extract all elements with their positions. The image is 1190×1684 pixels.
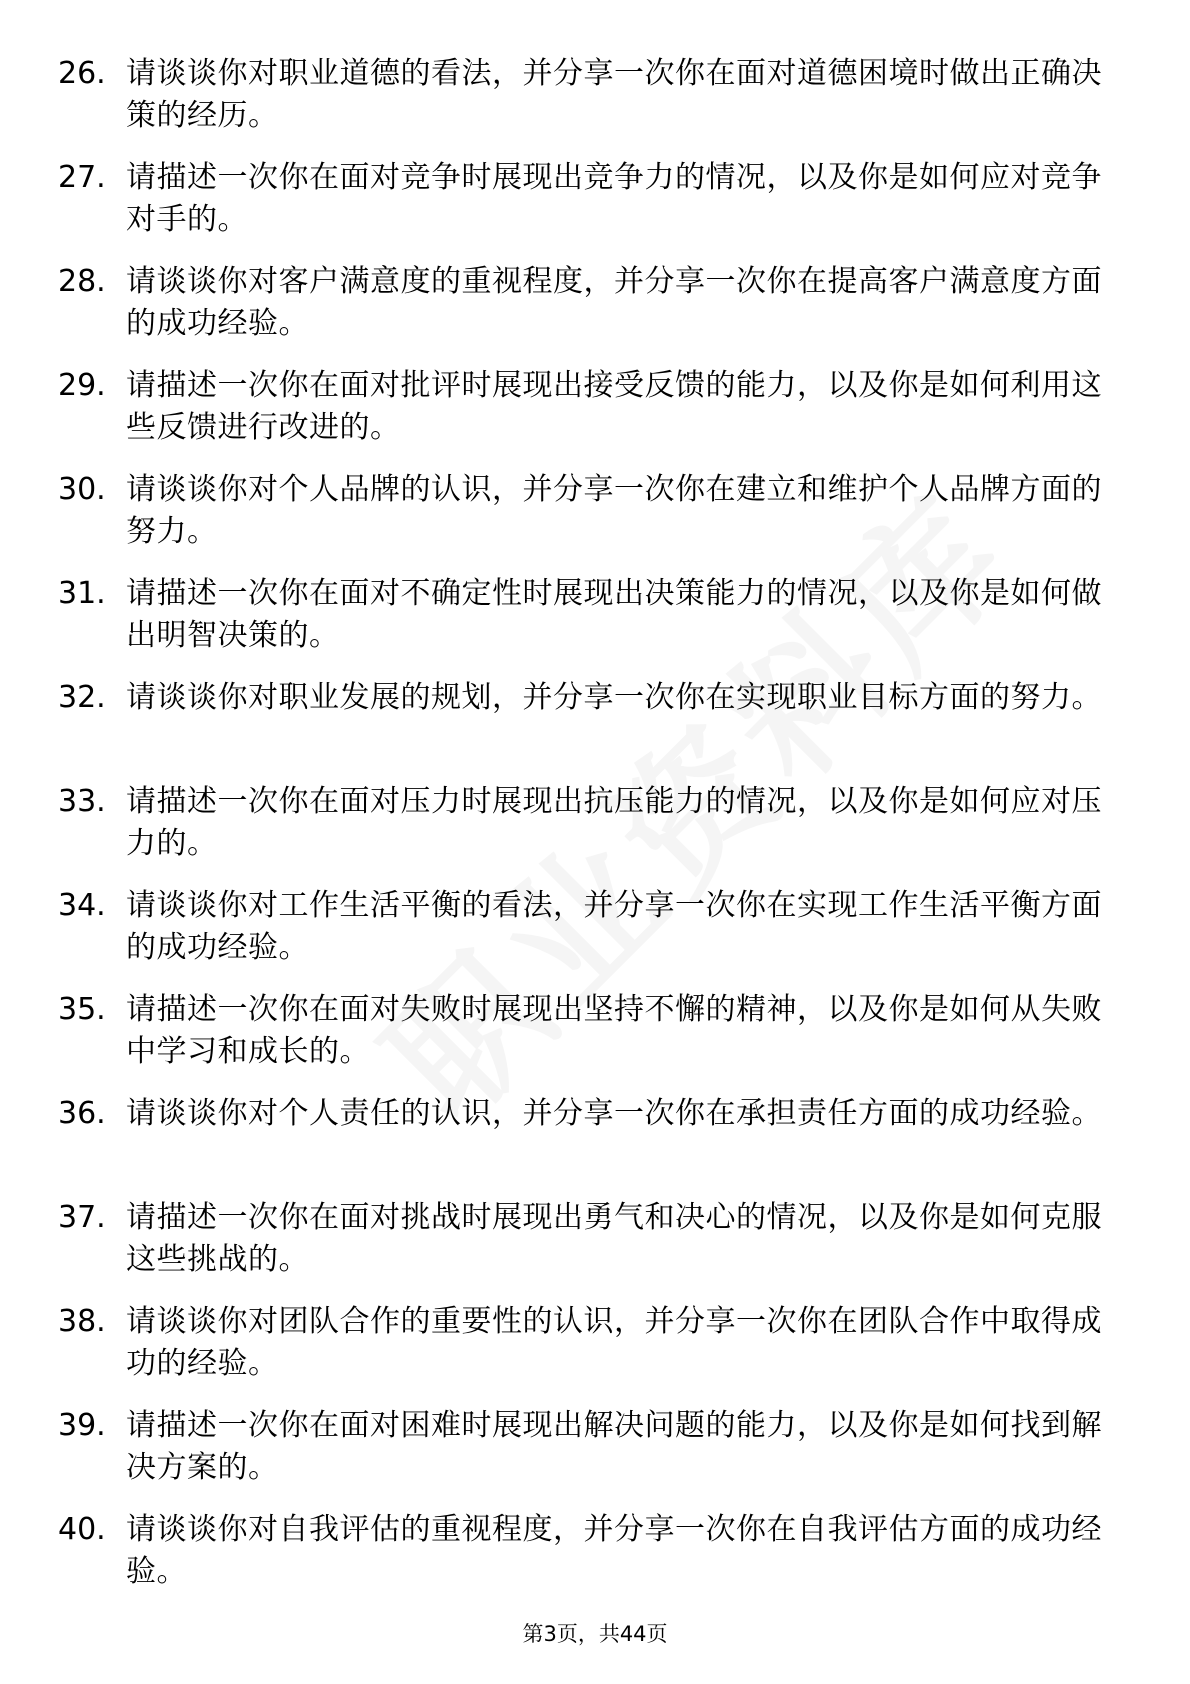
question-item [58,1093,1128,1197]
page-number: 第3页，共44页 [522,1622,668,1646]
question-text: 请描述一次你在面对批评时展现出接受反馈的能力，以及你是如何利用这些反馈进行改进的。 [126,368,1102,445]
question-number: 30. [58,472,106,507]
question-item [58,1509,1128,1613]
question-text: 请描述一次你在面对压力时展现出抗压能力的情况，以及你是如何应对压力的。 [126,784,1102,861]
question-item [58,989,1128,1093]
question-number: 35. [58,992,106,1027]
question-number: 28. [58,264,106,299]
question-item [58,885,1128,989]
question-number: 39. [58,1408,106,1443]
question-item [58,53,1128,157]
question-item [58,157,1128,261]
question-number: 34. [58,888,106,923]
question-number: 26. [58,56,106,91]
question-number: 33. [58,784,106,819]
question-text: 请谈谈你对个人品牌的认识，并分享一次你在建立和维护个人品牌方面的努力。 [126,472,1102,549]
question-number: 32. [58,680,106,715]
question-number: 27. [58,160,106,195]
question-item [58,365,1128,469]
question-number: 40. [58,1512,106,1547]
question-text: 请谈谈你对团队合作的重要性的认识，并分享一次你在团队合作中取得成功的经验。 [126,1304,1102,1381]
question-text: 请描述一次你在面对困难时展现出解决问题的能力，以及你是如何找到解决方案的。 [126,1408,1102,1485]
question-text: 请描述一次你在面对竞争时展现出竞争力的情况，以及你是如何应对竞争对手的。 [126,160,1102,237]
question-text: 请谈谈你对工作生活平衡的看法，并分享一次你在实现工作生活平衡方面的成功经验。 [126,888,1102,965]
question-text: 请谈谈你对自我评估的重视程度，并分享一次你在自我评估方面的成功经验。 [126,1512,1102,1589]
question-item [58,677,1128,781]
question-item [58,1301,1128,1405]
question-text: 请谈谈你对个人责任的认识，并分享一次你在承担责任方面的成功经验。 [126,1096,1102,1131]
question-item [58,469,1128,573]
question-text: 请谈谈你对职业发展的规划，并分享一次你在实现职业目标方面的努力。 [126,680,1102,715]
question-text: 请描述一次你在面对不确定性时展现出决策能力的情况，以及你是如何做出明智决策的。 [126,576,1102,653]
question-item [58,1197,1128,1301]
question-text: 请描述一次你在面对失败时展现出坚持不懈的精神，以及你是如何从失败中学习和成长的。 [126,992,1102,1069]
question-text: 请谈谈你对客户满意度的重视程度，并分享一次你在提高客户满意度方面的成功经验。 [126,264,1102,341]
question-number: 36. [58,1096,106,1131]
question-number: 29. [58,368,106,403]
question-text: 请描述一次你在面对挑战时展现出勇气和决心的情况，以及你是如何克服这些挑战的。 [126,1200,1102,1277]
question-item [58,573,1128,677]
question-item [58,1405,1128,1509]
question-number: 37. [58,1200,106,1235]
question-number: 31. [58,576,106,611]
question-list [58,53,1128,1613]
question-number: 38. [58,1304,106,1339]
question-item [58,781,1128,885]
question-text: 请谈谈你对职业道德的看法，并分享一次你在面对道德困境时做出正确决策的经历。 [126,56,1102,133]
question-item [58,261,1128,365]
